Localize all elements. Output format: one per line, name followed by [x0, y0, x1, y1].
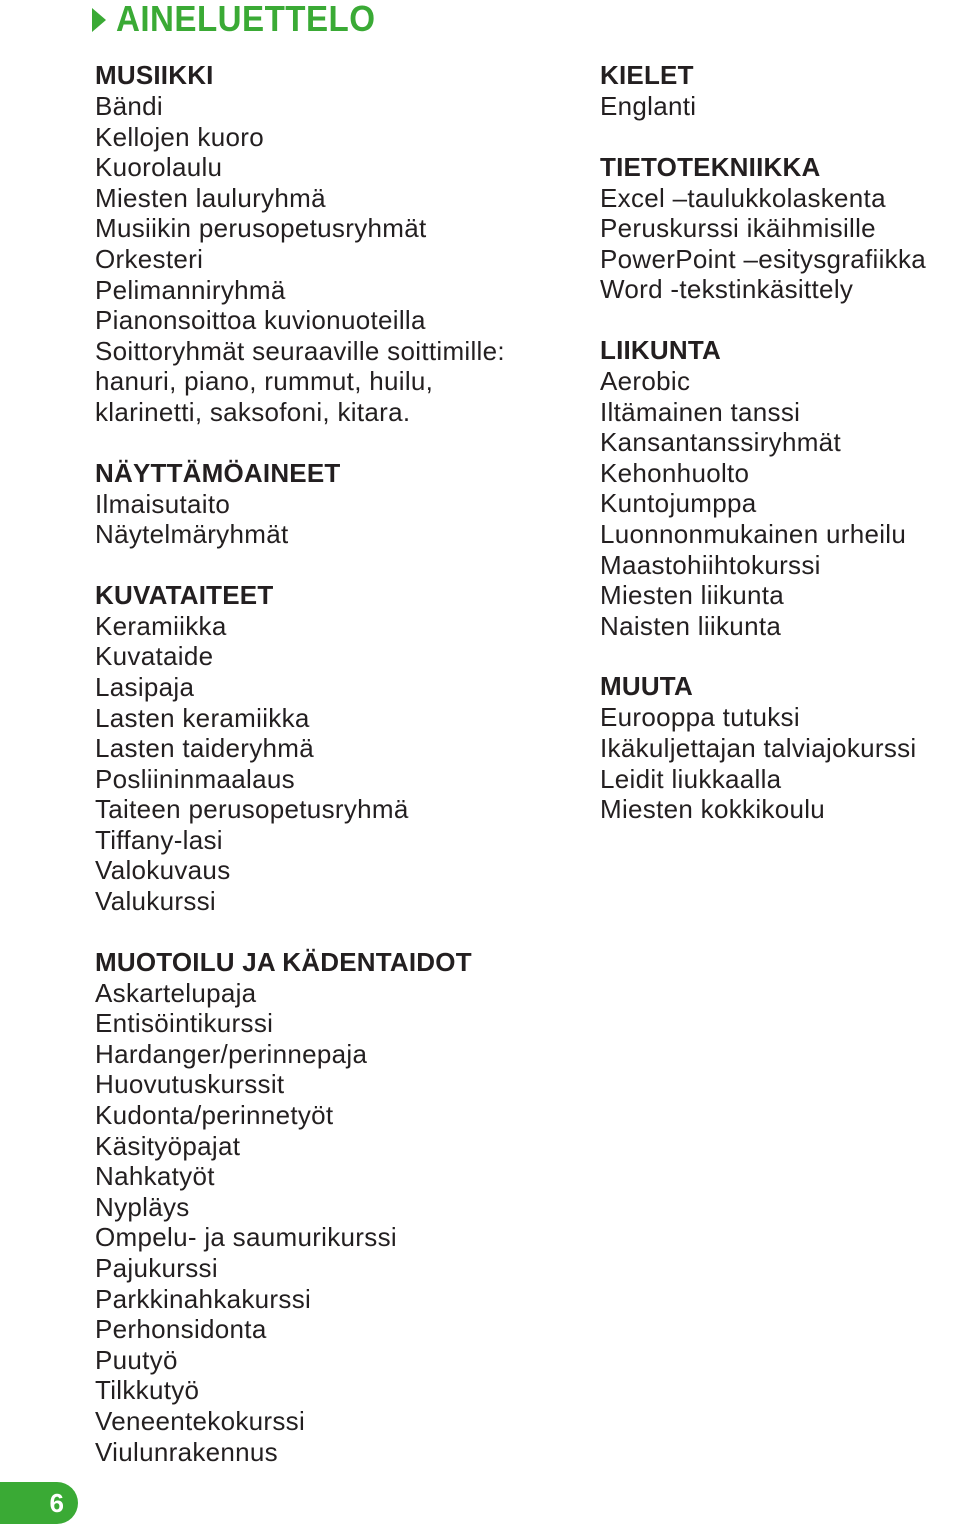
course-list — [600, 702, 960, 824]
course-item: Aerobic — [600, 365, 691, 396]
course-item: Perhonsidonta — [95, 1314, 267, 1345]
course-item: Taiteen perusopetusryhmä — [95, 794, 409, 825]
course-item: Parkkinahkakurssi — [95, 1283, 312, 1314]
left-column — [95, 60, 575, 1497]
section-nayttamoaineet — [95, 458, 575, 550]
course-item: Kuntojumppa — [600, 488, 757, 519]
course-item: Kellojen kuoro — [95, 121, 264, 152]
course-item: Valokuvaus — [95, 855, 231, 886]
course-list — [600, 183, 960, 305]
course-item: Miesten kokkikoulu — [600, 794, 826, 825]
course-item: Kuvataide — [95, 641, 214, 672]
course-item: Luonnonmukainen urheilu — [600, 518, 907, 549]
course-item: Pianonsoittoa kuvionuoteilla — [95, 305, 426, 336]
page-number: 6 — [49, 1488, 64, 1518]
course-item: Peruskurssi ikäihmisille — [600, 213, 876, 244]
course-item: Tilkkutyö — [95, 1375, 200, 1406]
course-list — [95, 978, 575, 1468]
course-item: Soittoryhmät seuraaville soittimille: — [95, 335, 505, 366]
section-heading: TIETOTEKNIIKKA — [600, 151, 821, 182]
course-item: Eurooppa tutuksi — [600, 702, 800, 733]
course-item: Kuorolaulu — [95, 152, 223, 183]
course-item: hanuri, piano, rummut, huilu, — [95, 366, 434, 397]
course-item: Valukurssi — [95, 886, 217, 917]
course-item: Viulunrakennus — [95, 1436, 278, 1467]
right-column — [600, 60, 960, 855]
course-item: Kudonta/perinnetyöt — [95, 1100, 334, 1131]
section-heading: LIIKUNTA — [600, 334, 721, 365]
course-item: Nahkatyöt — [95, 1161, 215, 1192]
course-item: Word -tekstinkäsittely — [600, 274, 854, 305]
course-item: Huovutuskurssit — [95, 1069, 285, 1100]
section-heading: KIELET — [600, 60, 694, 90]
course-item: Kansantanssiryhmät — [600, 427, 841, 458]
course-item: Ikäkuljettajan talviajokurssi — [600, 732, 917, 763]
course-item: Musiikin perusopetusryhmät — [95, 213, 427, 244]
course-item: Englanti — [600, 91, 697, 121]
course-item: Naisten liikunta — [600, 610, 782, 641]
course-item: Iltämainen tanssi — [600, 396, 801, 427]
course-item: Miesten lauluryhmä — [95, 182, 326, 213]
course-item: Entisöintikurssi — [95, 1008, 274, 1039]
section-heading: MUSIIKKI — [95, 60, 214, 90]
course-item: Käsityöpajat — [95, 1130, 241, 1161]
course-item: Kehonhuolto — [600, 457, 750, 488]
course-item: Ompelu- ja saumurikurssi — [95, 1222, 397, 1253]
course-item: Excel –taulukkolaskenta — [600, 182, 886, 213]
section-liikunta — [600, 335, 960, 641]
page-title: AINELUETTELO — [116, 0, 376, 39]
course-item: Pajukurssi — [95, 1253, 218, 1283]
course-item: Posliininmaalaus — [95, 763, 295, 794]
course-item: Maastohiihtokurssi — [600, 549, 821, 580]
section-heading: NÄYTTÄMÖAINEET — [95, 457, 341, 488]
course-list — [600, 366, 960, 641]
section-tietotekniikka — [600, 152, 960, 305]
section-musiikki — [95, 60, 575, 428]
course-item: Nypläys — [95, 1191, 190, 1222]
course-item: Tiffany-lasi — [95, 824, 223, 855]
section-heading: MUUTA — [600, 671, 693, 702]
course-list — [95, 489, 575, 550]
course-item: Hardanger/perinnepaja — [95, 1038, 368, 1069]
course-item: Veneentekokurssi — [95, 1405, 306, 1436]
course-item: Ilmaisutaito — [95, 488, 231, 519]
course-list — [95, 611, 575, 917]
section-kielet — [600, 60, 960, 122]
section-muuta — [600, 671, 960, 824]
page-header — [92, 0, 398, 38]
course-item: Miesten liikunta — [600, 580, 784, 611]
section-heading: KUVATAITEET — [95, 579, 274, 610]
section-kuvataiteet — [95, 580, 575, 917]
course-item: Lasten taideryhmä — [95, 733, 315, 764]
course-item: Lasten keramiikka — [95, 702, 310, 733]
course-item: Keramiikka — [95, 610, 227, 641]
course-item: Lasipaja — [95, 671, 195, 702]
page-number-tab — [0, 1482, 78, 1524]
course-item: Pelimanniryhmä — [95, 274, 286, 305]
course-item: Askartelupaja — [95, 977, 257, 1008]
course-item: Näytelmäryhmät — [95, 519, 289, 550]
course-item: Leidit liukkaalla — [600, 763, 782, 794]
course-item: Bändi — [95, 91, 163, 121]
section-heading: MUOTOILU JA KÄDENTAIDOT — [95, 946, 472, 977]
course-item: Puutyö — [95, 1344, 178, 1375]
course-item: klarinetti, saksofoni, kitara. — [95, 396, 411, 427]
course-list — [95, 91, 575, 428]
section-muotoilu-ja-kadentaidot — [95, 947, 575, 1468]
course-item: Orkesteri — [95, 243, 204, 274]
arrow-right-icon — [92, 8, 106, 32]
course-list — [600, 91, 960, 122]
course-item: PowerPoint –esitysgrafiikka — [600, 243, 927, 274]
